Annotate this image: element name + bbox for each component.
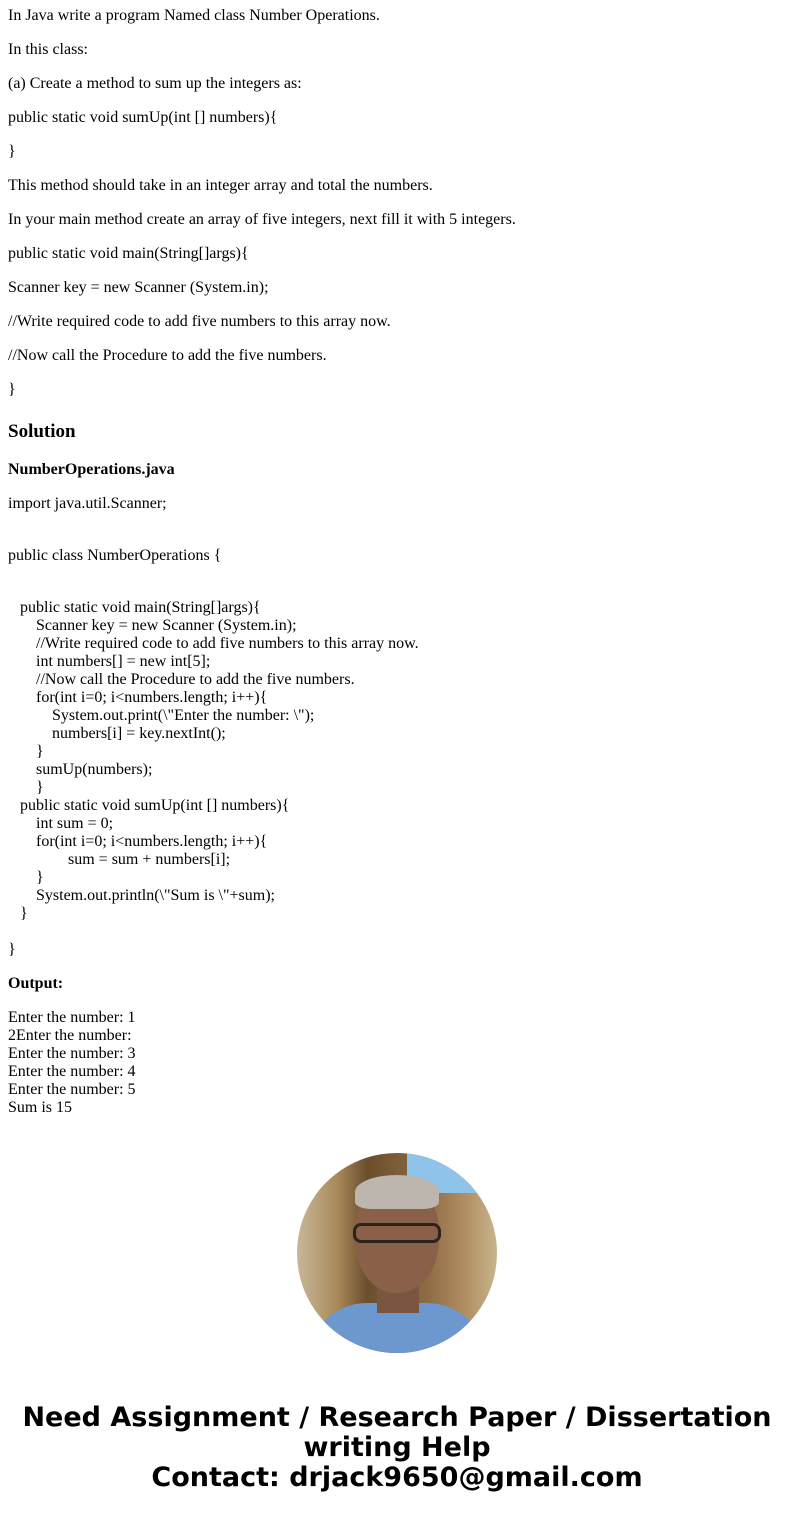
question-line: In Java write a program Named class Number Operations. xyxy=(8,7,380,24)
question-line: } xyxy=(8,143,16,160)
question-line: This method should take in an integer array and total the numbers. xyxy=(8,177,433,194)
solution-filename: NumberOperations.java xyxy=(8,461,175,478)
question-line: In your main method create an array of five integers, next fill it with 5 integers. xyxy=(8,211,516,228)
code-block: public static void main(String[]args){ Scanner key = new Scanner (System.in); //Write required code to add five numbers to this array now. int numbers[] = new int[5]; //Now call the Procedure to add the five numbers. for(int i=0; i<numbers.length; i++){ System.out.print(\"Enter the number: \"); numbers[i] = key.nextInt(); } sumUp(numbers); } public static void sumUp(int [] numbers){ int sum = 0; for(int i=0; i<numbers.length; i++){ sum = sum + numbers[i]; } System.out.println(\"Sum is \"+sum); } xyxy=(20,599,419,922)
output-label: Output: xyxy=(8,975,64,992)
question-line: public static void sumUp(int [] numbers){ xyxy=(8,109,278,126)
question-line: Scanner key = new Scanner (System.in); xyxy=(8,279,269,296)
footer-contact: Contact: drjack9650@gmail.com xyxy=(151,1462,643,1493)
class-line: public class NumberOperations { xyxy=(8,547,222,564)
question-line: public static void main(String[]args){ xyxy=(8,245,249,262)
import-line: import java.util.Scanner; xyxy=(8,495,167,512)
footer-help-text: Need Assignment / Research Paper / Dissertation writing Help xyxy=(22,1402,772,1463)
question-line: In this class: xyxy=(8,41,88,58)
question-line: } xyxy=(8,381,16,398)
solution-heading: Solution xyxy=(8,421,76,442)
question-line: //Now call the Procedure to add the five numbers. xyxy=(8,347,327,364)
program-output: Enter the number: 1 2Enter the number: Enter the number: 3 Enter the number: 4 Enter the number: 5 Sum is 15 xyxy=(8,1009,136,1116)
question-line: (a) Create a method to sum up the integers as: xyxy=(8,75,302,92)
footer-banner xyxy=(0,1403,794,1493)
glasses-icon xyxy=(353,1223,441,1243)
class-closing: } xyxy=(8,941,16,958)
question xyxy=(8,7,786,399)
question-line: //Write required code to add five numbers to this array now. xyxy=(8,313,391,330)
author-avatar xyxy=(297,1153,497,1353)
